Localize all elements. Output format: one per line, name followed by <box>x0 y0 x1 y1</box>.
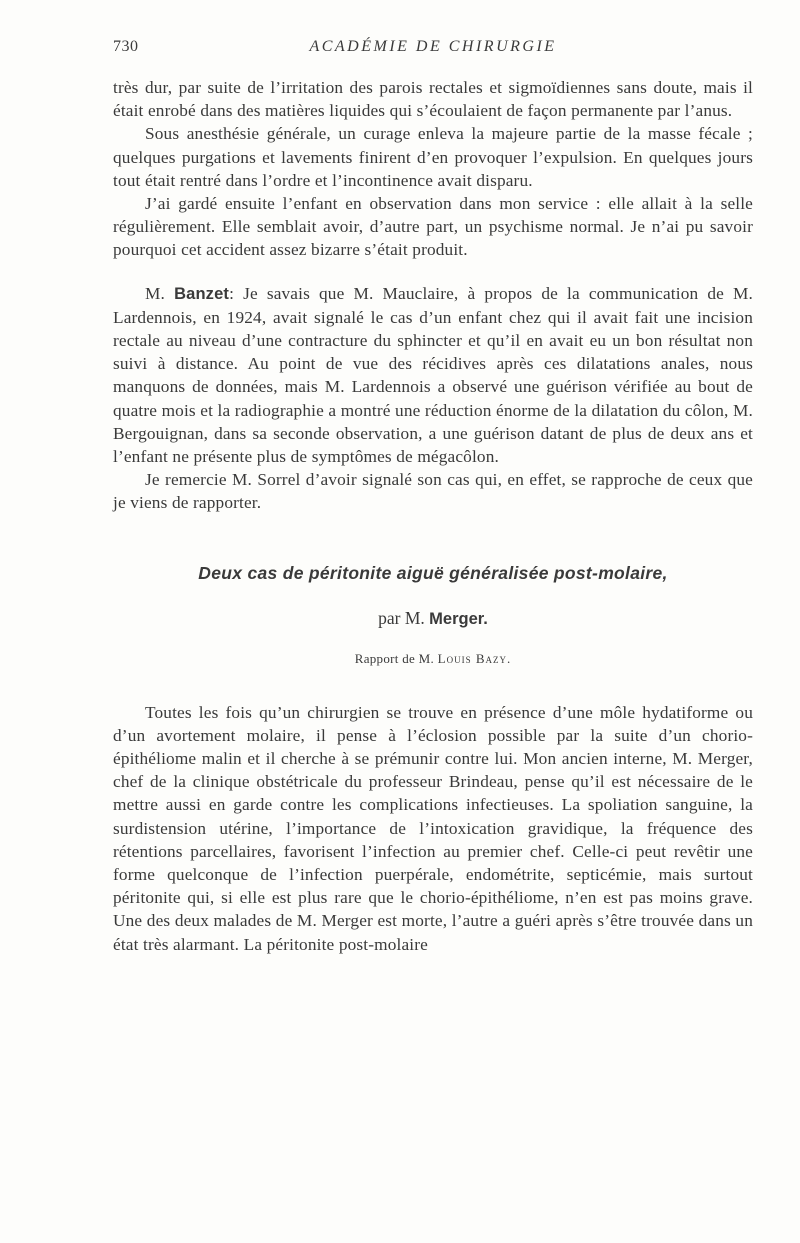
page-header <box>113 38 753 60</box>
paragraph-continued: très dur, par suite de l’irritation des parois rectales et sigmoïdiennes sans doute, mais il était enrobé dans des matières liquides qui s’écoulaient de façon permanente par l’anus. <box>113 78 753 121</box>
article-body: Toutes les fois qu’un chirurgien se trouve en présence d’une môle hydatiforme ou d’un avortement molaire, il pense à l’éclosion possible par la suite d’un chorio-épithéliome malin et il cherche à se prémunir contre lui. Mon ancien interne, M. Merger, chef de la clinique obstétricale du professeur Brindeau, pense qu’il est nécessaire de le mettre aussi en garde contre les complications infectieuses. La spoliation sanguine, la surdistension utérine, l’importance de l’intoxication gravidique, la fréquence des rétentions parcellaires, favorisent l’infection au premier chef. Celle-ci peut revêtir une forme quelconque de l’infection puerpérale, endométrite, septicémie, mais surtout péritonite qui, si elle est plus rare que le chorio-épithéliome, n’en est pas moins grave. Une des deux malades de M. Merger est morte, l’autre a guéri après s’être trouvée dans un état très alarmant. La péritonite post-molaire <box>113 702 753 954</box>
spacer <box>113 584 753 608</box>
article-title: Deux cas de péritonite aiguë généralisée post-molaire, <box>198 562 668 583</box>
page-body <box>113 76 753 956</box>
speaker-text: : Je savais que M. Mauclaire, à propos de la communication de M. Lardennois, en 1924, avait signalé le cas d’un enfant chez qui il avait fait une incision rectale au niveau d’une contracture du sphincter et qu’il en avait eu un bon résultat non suivi à distance. Au point de vue des récidives après ces dilatations anales, nous manquons de données, mais M. Lardennois a observé une guérison vérifiée au bout de quatre mois et la radiographie a montré une réduction énorme de la dilatation du côlon, M. Bergouignan, dans sa seconde observation, a une guérison datant de plus de deux ans et l’enfant ne présente plus de symptômes de mégacôlon. <box>113 283 753 467</box>
paragraph-anesthesia: Sous anesthésie générale, un curage enleva la majeure partie de la masse fécale ; quelques purgations et lavements finirent d’en provoquer l’expulsion. En quelques jours tout était rentré dans l’ordre et l’incontinence avait disparu. <box>113 124 753 190</box>
rapport-line <box>113 651 753 667</box>
running-head: ACADÉMIE DE CHIRURGIE <box>309 38 557 55</box>
spacer <box>113 629 753 651</box>
author-line <box>113 608 753 629</box>
paragraph-banzet <box>113 282 753 469</box>
speaker-name: Banzet <box>174 284 230 303</box>
speaker-prefix: M. <box>145 283 165 303</box>
paragraph-observation: J’ai gardé ensuite l’enfant en observation dans mon service : elle allait à la selle régulièrement. Elle semblait avoir, d’autre part, un psychisme normal. Je n’ai pu savoir pourquoi cet accident assez bizarre s’était produit. <box>113 194 753 260</box>
author-prefix: par M. <box>378 607 425 628</box>
rapport-prefix: Rapport de M. <box>354 650 435 666</box>
spacer <box>113 262 753 282</box>
page-number: 730 <box>113 38 139 55</box>
paragraph-thanks: Je remercie M. Sorrel d’avoir signalé son cas qui, en effet, se rapproche de ceux que je viens de rapporter. <box>113 470 753 513</box>
rapport-name: Louis Bazy. <box>437 650 512 666</box>
author-name: Merger. <box>429 609 488 628</box>
spacer <box>113 667 753 701</box>
spacer <box>113 515 753 563</box>
